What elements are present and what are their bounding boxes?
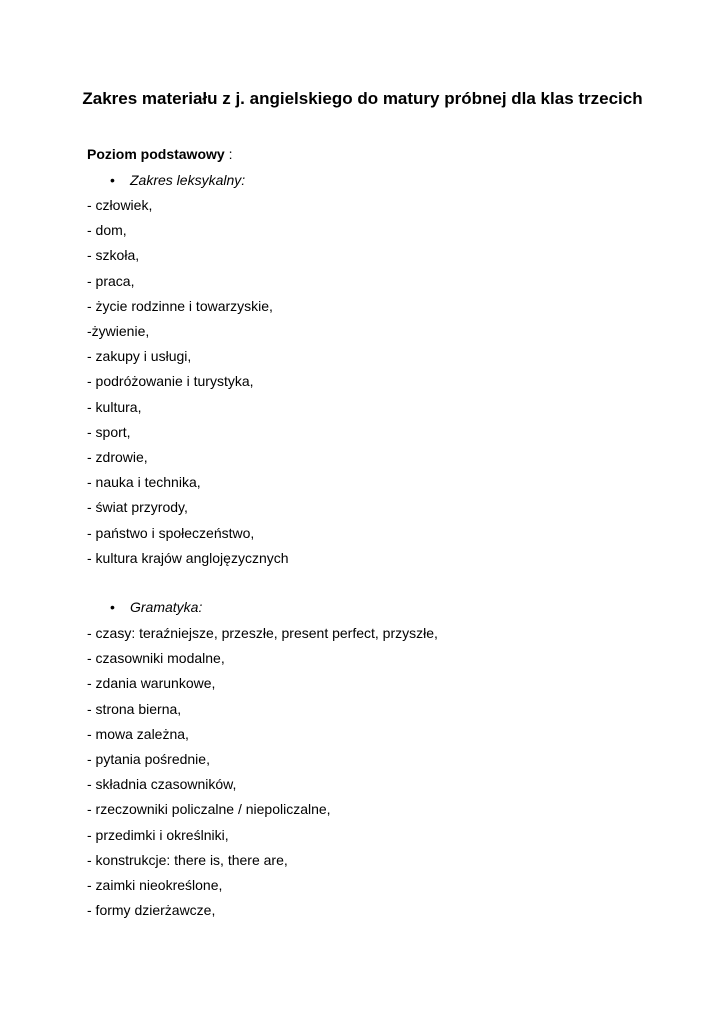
list-item: - strona bierna, bbox=[87, 700, 182, 717]
list-item: - rzeczowniki policzalne / niepoliczalne, bbox=[87, 801, 331, 818]
list-item: - sport, bbox=[87, 423, 131, 440]
list-item: - praca, bbox=[87, 272, 135, 289]
list-item: -żywienie, bbox=[87, 323, 150, 340]
bullet-icon: • bbox=[110, 172, 115, 188]
document-title: Zakres materiału z j. angielskiego do matury próbnej dla klas trzecich bbox=[82, 89, 643, 108]
list-item: - kultura, bbox=[87, 398, 142, 415]
section-heading-lexical bbox=[110, 171, 245, 189]
list-item: - czasowniki modalne, bbox=[87, 650, 225, 667]
grammar-list bbox=[87, 621, 438, 923]
list-item: - mowa zależna, bbox=[87, 725, 189, 742]
section-heading-label: Zakres leksykalny: bbox=[130, 172, 246, 188]
list-item: - czasy: teraźniejsze, przeszłe, present perfect, przyszłe, bbox=[87, 625, 438, 641]
list-item: - zakupy i usługi, bbox=[87, 348, 192, 365]
list-item: - człowiek, bbox=[87, 197, 153, 213]
list-item: - składnia czasowników, bbox=[87, 776, 237, 793]
list-item: - zdrowie, bbox=[87, 449, 148, 466]
list-item: - zdania warunkowe, bbox=[87, 675, 216, 692]
list-item: - świat przyrody, bbox=[87, 499, 188, 516]
section-heading-grammar bbox=[110, 598, 202, 616]
list-item: - kultura krajów anglojęzycznych bbox=[87, 549, 289, 566]
section-heading-label: Gramatyka: bbox=[130, 599, 203, 615]
lexical-list bbox=[87, 193, 289, 571]
list-item: - zaimki nieokreślone, bbox=[87, 877, 223, 894]
list-item: - konstrukcje: there is, there are, bbox=[87, 851, 288, 868]
list-item: - państwo i społeczeństwo, bbox=[87, 524, 255, 541]
list-item: - szkoła, bbox=[87, 247, 140, 264]
level-label: Poziom podstawowy bbox=[87, 146, 225, 162]
list-item: - przedimki i określniki, bbox=[87, 826, 229, 843]
list-item: - podróżowanie i turystyka, bbox=[87, 373, 254, 390]
bullet-icon: • bbox=[110, 599, 115, 615]
list-item: - pytania pośrednie, bbox=[87, 751, 210, 768]
list-item: - życie rodzinne i towarzyskie, bbox=[87, 297, 273, 314]
list-item: - nauka i technika, bbox=[87, 474, 201, 491]
list-item: - formy dzierżawcze, bbox=[87, 902, 216, 919]
list-item: - dom, bbox=[87, 222, 127, 239]
level-suffix: : bbox=[224, 146, 233, 162]
level-line bbox=[87, 145, 232, 163]
